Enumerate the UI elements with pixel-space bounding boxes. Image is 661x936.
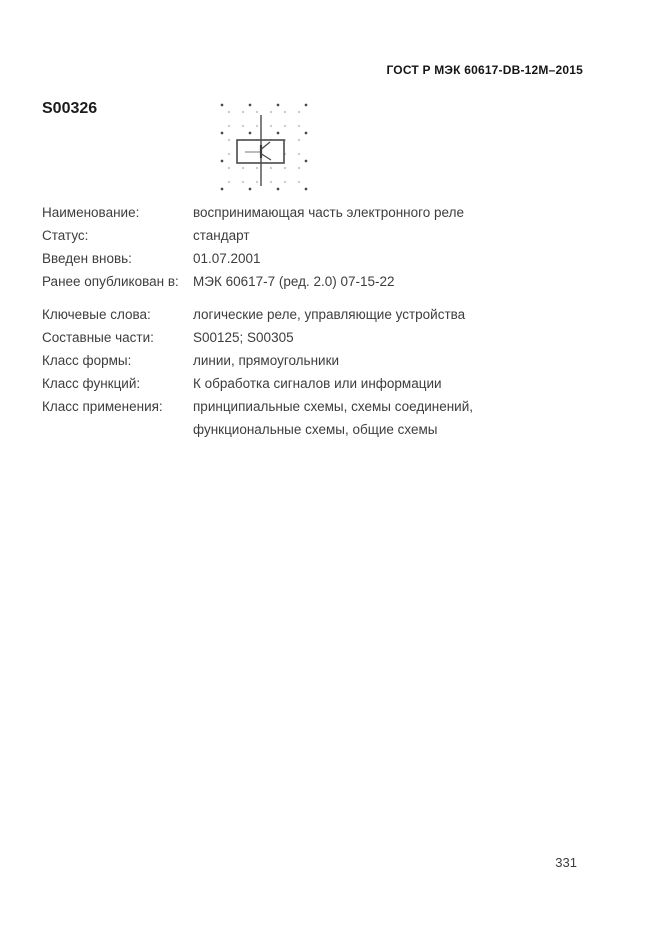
attributes-list — [42, 201, 617, 441]
field-label: Класс применения: — [42, 399, 163, 414]
document-title: ГОСТ Р МЭК 60617-DB-12M–2015 — [386, 63, 583, 77]
field-value: стандарт — [193, 228, 250, 243]
page-number: 331 — [555, 855, 577, 870]
field-row-form-class — [42, 349, 617, 372]
relay-sensing-part-symbol-icon — [218, 99, 312, 193]
field-value: МЭК 60617-7 (ред. 2.0) 07-15-22 — [193, 274, 395, 289]
field-label: Класс формы: — [42, 353, 132, 368]
field-row-previously-published — [42, 270, 617, 293]
field-row-status — [42, 224, 617, 247]
field-row-keywords — [42, 303, 617, 326]
field-row-function-class — [42, 372, 617, 395]
field-label: Ранее опубликован в: — [42, 274, 179, 289]
field-value: линии, прямоугольники — [193, 353, 340, 368]
symbol-figure — [218, 99, 312, 193]
field-value: 01.07.2001 — [193, 251, 261, 266]
field-value: S00125; S00305 — [193, 330, 294, 345]
field-row-introduced — [42, 247, 617, 270]
field-row-application-class — [42, 395, 617, 441]
field-label: Статус: — [42, 228, 89, 243]
field-value-line: принципиальные схемы, схемы соединений, — [193, 399, 473, 414]
field-value: К обработка сигналов или информации — [193, 376, 442, 391]
symbol-id: S00326 — [42, 100, 98, 117]
field-value: воспринимающая часть электронного реле — [193, 205, 464, 220]
field-row-name — [42, 201, 617, 224]
field-value — [193, 395, 617, 441]
field-label: Наименование: — [42, 205, 140, 220]
field-value: логические реле, управляющие устройства — [193, 307, 466, 322]
field-label: Класс функций: — [42, 376, 141, 391]
field-row-components — [42, 326, 617, 349]
field-label: Составные части: — [42, 330, 154, 345]
field-label: Введен вновь: — [42, 251, 132, 266]
field-value-line: функциональные схемы, общие схемы — [193, 422, 438, 437]
field-label: Ключевые слова: — [42, 307, 151, 322]
